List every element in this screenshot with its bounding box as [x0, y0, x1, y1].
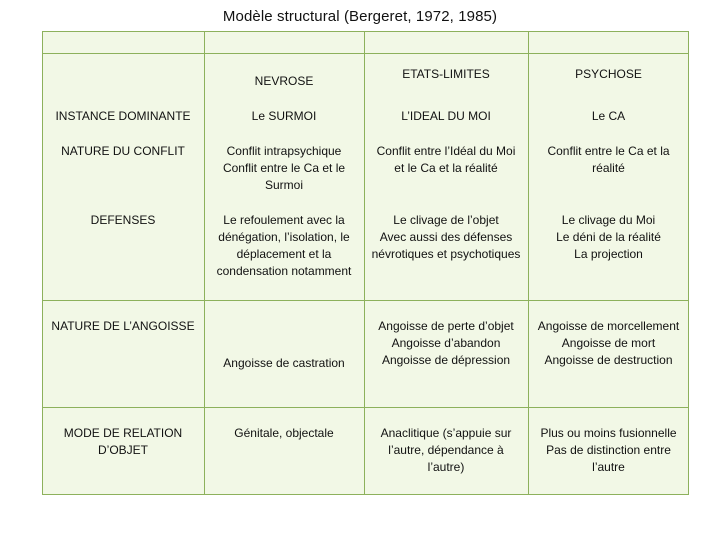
- row-label-instance-dominante: INSTANCE DOMINANTE: [55, 109, 191, 123]
- cell-defenses-psychose: Le clivage du Moi Le déni de la réalité La projection: [556, 213, 661, 261]
- row-label-defenses: DEFENSES: [90, 213, 156, 227]
- cell-relation-psychose: Plus ou moins fusionnelle Pas de distinction entre l’autre: [540, 426, 677, 474]
- cell-defenses-etats-limites: Le clivage de l’objet Avec aussi des défenses névrotiques et psychotiques: [371, 213, 521, 261]
- cell-instance-nevrose: Le SURMOI: [251, 109, 317, 123]
- row-label-nature-conflit: NATURE DU CONFLIT: [61, 144, 185, 158]
- header-psychose: PSYCHOSE: [575, 67, 642, 81]
- row-divider: [42, 300, 689, 301]
- cell-defenses-nevrose: Le refoulement avec la dénégation, l’isolation, le déplacement et la condensation notamment: [216, 213, 352, 278]
- row-divider: [42, 407, 689, 408]
- cell-instance-psychose: Le CA: [591, 109, 626, 123]
- row-divider: [42, 53, 689, 54]
- cell-conflit-etats-limites: Conflit entre l’Idéal du Moi et le Ca et la réalité: [376, 144, 516, 175]
- cell-instance-etats-limites: L’IDEAL DU MOI: [401, 109, 491, 123]
- cell-relation-etats-limites: Anaclitique (s’appuie sur l’autre, dépendance à l’autre): [380, 426, 512, 474]
- cell-angoisse-psychose: Angoisse de morcellement Angoisse de mort Angoisse de destruction: [537, 319, 680, 367]
- cell-conflit-psychose: Conflit entre le Ca et la réalité: [547, 144, 670, 175]
- row-label-nature-angoisse: NATURE DE L’ANGOISSE: [51, 319, 195, 333]
- row-label-mode-relation: MODE DE RELATION D’OBJET: [63, 426, 183, 457]
- cell-angoisse-etats-limites: Angoisse de perte d’objet Angoisse d’abandon Angoisse de dépression: [378, 319, 514, 367]
- cell-angoisse-nevrose: Angoisse de castration: [223, 356, 345, 370]
- cell-conflit-nevrose: Conflit intrapsychique Conflit entre le Ca et le Surmoi: [222, 144, 346, 192]
- cell-relation-nevrose: Génitale, objectale: [234, 426, 334, 440]
- header-nevrose: NEVROSE: [254, 74, 314, 88]
- header-etats-limites: ETATS-LIMITES: [402, 67, 490, 81]
- page-title: Modèle structural (Bergeret, 1972, 1985): [222, 8, 498, 25]
